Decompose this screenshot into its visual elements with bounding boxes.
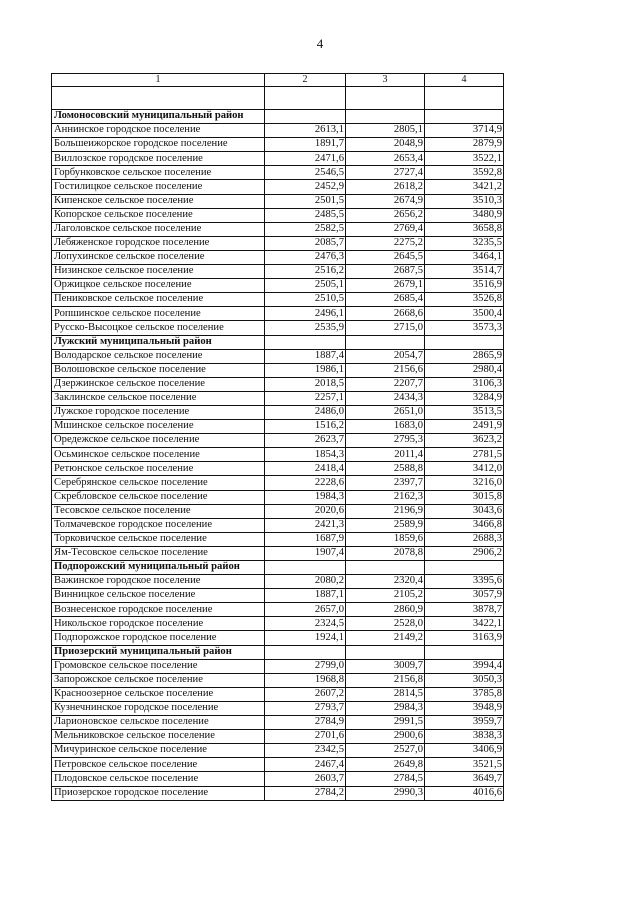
value-cell-col-3: 2687,5 xyxy=(346,265,425,279)
table-row xyxy=(52,321,504,335)
value-cell-col-2: 2496,1 xyxy=(265,307,346,321)
value-cell-col-4: 2865,9 xyxy=(425,349,504,363)
value-cell-col-4: 3422,1 xyxy=(425,617,504,631)
settlement-name: Гостилицкое сельское поселение xyxy=(52,180,265,194)
table-row xyxy=(52,363,504,377)
table-row xyxy=(52,589,504,603)
value-cell-col-3: 2320,4 xyxy=(346,575,425,589)
table-row xyxy=(52,236,504,250)
empty-cell xyxy=(346,110,425,124)
table-row xyxy=(52,716,504,730)
value-cell-col-2: 2613,1 xyxy=(265,124,346,138)
value-cell-col-3: 2784,5 xyxy=(346,772,425,786)
value-cell-col-2: 2784,9 xyxy=(265,716,346,730)
table-row xyxy=(52,532,504,546)
table-row xyxy=(52,476,504,490)
empty-cell xyxy=(265,561,346,575)
settlement-name: Кипенское сельское поселение xyxy=(52,194,265,208)
table-row xyxy=(52,701,504,715)
value-cell-col-3: 2769,4 xyxy=(346,222,425,236)
value-cell-col-3: 2589,9 xyxy=(346,518,425,532)
settlement-name: Ретюнское сельское поселение xyxy=(52,462,265,476)
value-cell-col-4: 3592,8 xyxy=(425,166,504,180)
value-cell-col-2: 2657,0 xyxy=(265,603,346,617)
value-cell-col-2: 2784,2 xyxy=(265,786,346,800)
settlement-name: Ям-Тесовское сельское поселение xyxy=(52,546,265,560)
table-row xyxy=(52,405,504,419)
table-row xyxy=(52,349,504,363)
settlement-name: Винницкое сельское поселение xyxy=(52,589,265,603)
table-row xyxy=(52,434,504,448)
value-cell-col-4: 2879,9 xyxy=(425,138,504,152)
value-cell-col-2: 2485,5 xyxy=(265,208,346,222)
district-name: Подпорожский муниципальный район xyxy=(52,561,265,575)
value-cell-col-3: 2397,7 xyxy=(346,476,425,490)
settlement-name: Плодовское сельское поселение xyxy=(52,772,265,786)
value-cell-col-3: 2207,7 xyxy=(346,377,425,391)
table-row xyxy=(52,279,504,293)
empty-cell xyxy=(265,335,346,349)
settlement-name: Громовское сельское поселение xyxy=(52,659,265,673)
value-cell-col-4: 3714,9 xyxy=(425,124,504,138)
district-header-row xyxy=(52,110,504,124)
value-cell-col-3: 2105,2 xyxy=(346,589,425,603)
settlement-name: Виллозское городское поселение xyxy=(52,152,265,166)
value-cell-col-3: 2679,1 xyxy=(346,279,425,293)
table-row xyxy=(52,307,504,321)
table-row xyxy=(52,462,504,476)
settlement-name: Никольское городское поселение xyxy=(52,617,265,631)
value-cell-col-2: 2603,7 xyxy=(265,772,346,786)
data-table xyxy=(51,73,504,801)
table-row xyxy=(52,490,504,504)
value-cell-col-2: 2505,1 xyxy=(265,279,346,293)
district-header-row xyxy=(52,645,504,659)
settlement-name: Волошовское сельское поселение xyxy=(52,363,265,377)
value-cell-col-3: 2795,3 xyxy=(346,434,425,448)
settlement-name: Важинское городское поселение xyxy=(52,575,265,589)
value-cell-col-4: 3838,3 xyxy=(425,730,504,744)
table-row xyxy=(52,208,504,222)
value-cell-col-2: 2452,9 xyxy=(265,180,346,194)
table-row xyxy=(52,744,504,758)
table-row xyxy=(52,546,504,560)
table-row xyxy=(52,222,504,236)
value-cell-col-2: 1984,3 xyxy=(265,490,346,504)
table-row xyxy=(52,377,504,391)
value-cell-col-2: 1887,1 xyxy=(265,589,346,603)
settlement-name: Лопухинское сельское поселение xyxy=(52,250,265,264)
empty-cell xyxy=(346,335,425,349)
value-cell-col-4: 3412,0 xyxy=(425,462,504,476)
value-cell-col-3: 2162,3 xyxy=(346,490,425,504)
table-row xyxy=(52,518,504,532)
value-cell-col-3: 2649,8 xyxy=(346,758,425,772)
empty-cell xyxy=(425,87,504,110)
empty-cell xyxy=(265,87,346,110)
value-cell-col-4: 3464,1 xyxy=(425,250,504,264)
settlement-name: Красноозерное сельское поселение xyxy=(52,687,265,701)
settlement-name: Мичуринское сельское поселение xyxy=(52,744,265,758)
value-cell-col-2: 2342,5 xyxy=(265,744,346,758)
value-cell-col-3: 2990,3 xyxy=(346,786,425,800)
value-cell-col-2: 2582,5 xyxy=(265,222,346,236)
empty-cell xyxy=(265,110,346,124)
value-cell-col-2: 2467,4 xyxy=(265,758,346,772)
settlement-name: Оредежское сельское поселение xyxy=(52,434,265,448)
value-cell-col-3: 2156,8 xyxy=(346,673,425,687)
settlement-name: Подпорожское городское поселение xyxy=(52,631,265,645)
value-cell-col-4: 3421,2 xyxy=(425,180,504,194)
spacer-row xyxy=(52,87,504,110)
value-cell-col-2: 2471,6 xyxy=(265,152,346,166)
page-number: 4 xyxy=(316,36,324,51)
table-row xyxy=(52,730,504,744)
value-cell-col-2: 2793,7 xyxy=(265,701,346,715)
table-row xyxy=(52,138,504,152)
value-cell-col-3: 2860,9 xyxy=(346,603,425,617)
value-cell-col-3: 2805,1 xyxy=(346,124,425,138)
settlement-name: Низинское сельское поселение xyxy=(52,265,265,279)
value-cell-col-2: 1986,1 xyxy=(265,363,346,377)
settlement-name: Осьминское сельское поселение xyxy=(52,448,265,462)
value-cell-col-2: 2476,3 xyxy=(265,250,346,264)
value-cell-col-2: 2546,5 xyxy=(265,166,346,180)
value-cell-col-3: 2645,5 xyxy=(346,250,425,264)
value-cell-col-3: 1859,6 xyxy=(346,532,425,546)
value-cell-col-2: 2535,9 xyxy=(265,321,346,335)
settlement-name: Лебяженское городское поселение xyxy=(52,236,265,250)
value-cell-col-2: 1854,3 xyxy=(265,448,346,462)
settlement-name: Лаголовское сельское поселение xyxy=(52,222,265,236)
empty-cell xyxy=(425,561,504,575)
value-cell-col-2: 2799,0 xyxy=(265,659,346,673)
value-cell-col-2: 1924,1 xyxy=(265,631,346,645)
value-cell-col-2: 2421,3 xyxy=(265,518,346,532)
settlement-name: Серебрянское сельское поселение xyxy=(52,476,265,490)
value-cell-col-3: 2900,6 xyxy=(346,730,425,744)
table-row xyxy=(52,687,504,701)
district-name: Приозерский муниципальный район xyxy=(52,645,265,659)
value-cell-col-2: 2486,0 xyxy=(265,405,346,419)
value-cell-col-4: 3480,9 xyxy=(425,208,504,222)
empty-cell xyxy=(346,561,425,575)
value-cell-col-3: 2814,5 xyxy=(346,687,425,701)
table-row xyxy=(52,772,504,786)
value-cell-col-4: 3573,3 xyxy=(425,321,504,335)
table-row xyxy=(52,250,504,264)
column-header-row xyxy=(52,74,504,87)
value-cell-col-2: 1968,8 xyxy=(265,673,346,687)
settlement-name: Кузнечнинское городское поселение xyxy=(52,701,265,715)
value-cell-col-4: 3513,5 xyxy=(425,405,504,419)
district-name: Ломоносовский муниципальный район xyxy=(52,110,265,124)
settlement-name: Оржицкое сельское поселение xyxy=(52,279,265,293)
value-cell-col-3: 2048,9 xyxy=(346,138,425,152)
value-cell-col-2: 1891,7 xyxy=(265,138,346,152)
value-cell-col-3: 2727,4 xyxy=(346,166,425,180)
value-cell-col-4: 2781,5 xyxy=(425,448,504,462)
value-cell-col-2: 2510,5 xyxy=(265,293,346,307)
value-cell-col-2: 1887,4 xyxy=(265,349,346,363)
value-cell-col-2: 2020,6 xyxy=(265,504,346,518)
empty-cell xyxy=(346,645,425,659)
value-cell-col-4: 3106,3 xyxy=(425,377,504,391)
settlement-name: Большеижорское городское поселение xyxy=(52,138,265,152)
table-row xyxy=(52,180,504,194)
table-row xyxy=(52,194,504,208)
table-row xyxy=(52,391,504,405)
value-cell-col-4: 3057,9 xyxy=(425,589,504,603)
column-header-3: 3 xyxy=(346,74,425,87)
table-row xyxy=(52,673,504,687)
table-row xyxy=(52,617,504,631)
value-cell-col-4: 3395,6 xyxy=(425,575,504,589)
table-row xyxy=(52,166,504,180)
column-header-4: 4 xyxy=(425,74,504,87)
value-cell-col-3: 2984,3 xyxy=(346,701,425,715)
value-cell-col-3: 2991,5 xyxy=(346,716,425,730)
value-cell-col-2: 2516,2 xyxy=(265,265,346,279)
value-cell-col-2: 2018,5 xyxy=(265,377,346,391)
value-cell-col-2: 2623,7 xyxy=(265,434,346,448)
value-cell-col-3: 2156,6 xyxy=(346,363,425,377)
settlement-name: Пениковское сельское поселение xyxy=(52,293,265,307)
value-cell-col-3: 2434,3 xyxy=(346,391,425,405)
settlement-name: Копорское сельское поселение xyxy=(52,208,265,222)
settlement-name: Приозерское городское поселение xyxy=(52,786,265,800)
value-cell-col-3: 2011,4 xyxy=(346,448,425,462)
value-cell-col-4: 3649,7 xyxy=(425,772,504,786)
value-cell-col-2: 1907,4 xyxy=(265,546,346,560)
value-cell-col-4: 3284,9 xyxy=(425,391,504,405)
value-cell-col-4: 3516,9 xyxy=(425,279,504,293)
value-cell-col-4: 3466,8 xyxy=(425,518,504,532)
settlement-name: Мельниковское сельское поселение xyxy=(52,730,265,744)
value-cell-col-3: 1683,0 xyxy=(346,420,425,434)
settlement-name: Горбунковское сельское поселение xyxy=(52,166,265,180)
empty-cell xyxy=(425,110,504,124)
settlement-name: Заклинское сельское поселение xyxy=(52,391,265,405)
value-cell-col-4: 2491,9 xyxy=(425,420,504,434)
value-cell-col-3: 2078,8 xyxy=(346,546,425,560)
settlement-name: Дзержинское сельское поселение xyxy=(52,377,265,391)
table-body xyxy=(52,87,504,801)
value-cell-col-3: 2618,2 xyxy=(346,180,425,194)
value-cell-col-4: 3235,5 xyxy=(425,236,504,250)
empty-cell xyxy=(425,335,504,349)
settlement-name: Скребловское сельское поселение xyxy=(52,490,265,504)
value-cell-col-2: 2418,4 xyxy=(265,462,346,476)
table-row xyxy=(52,659,504,673)
settlement-name: Вознесенское городское поселение xyxy=(52,603,265,617)
value-cell-col-3: 2715,0 xyxy=(346,321,425,335)
value-cell-col-4: 2980,4 xyxy=(425,363,504,377)
value-cell-col-4: 3015,8 xyxy=(425,490,504,504)
settlement-name: Петровское сельское поселение xyxy=(52,758,265,772)
value-cell-col-4: 3500,4 xyxy=(425,307,504,321)
empty-cell xyxy=(346,87,425,110)
value-cell-col-3: 2674,9 xyxy=(346,194,425,208)
settlement-name: Тесовское сельское поселение xyxy=(52,504,265,518)
value-cell-col-2: 2085,7 xyxy=(265,236,346,250)
value-cell-col-4: 3043,6 xyxy=(425,504,504,518)
value-cell-col-3: 2685,4 xyxy=(346,293,425,307)
value-cell-col-3: 2528,0 xyxy=(346,617,425,631)
district-name: Лужский муниципальный район xyxy=(52,335,265,349)
value-cell-col-3: 2275,2 xyxy=(346,236,425,250)
settlement-name: Лужское городское поселение xyxy=(52,405,265,419)
settlement-name: Запорожское сельское поселение xyxy=(52,673,265,687)
value-cell-col-4: 3959,7 xyxy=(425,716,504,730)
value-cell-col-3: 2651,0 xyxy=(346,405,425,419)
value-cell-col-3: 2656,2 xyxy=(346,208,425,222)
column-header-2: 2 xyxy=(265,74,346,87)
table-row xyxy=(52,504,504,518)
settlement-name: Русско-Высоцкое сельское поселение xyxy=(52,321,265,335)
value-cell-col-4: 3406,9 xyxy=(425,744,504,758)
value-cell-col-4: 3522,1 xyxy=(425,152,504,166)
table-row xyxy=(52,448,504,462)
value-cell-col-3: 2527,0 xyxy=(346,744,425,758)
table-row xyxy=(52,786,504,800)
table-row xyxy=(52,631,504,645)
value-cell-col-4: 3514,7 xyxy=(425,265,504,279)
value-cell-col-4: 4016,6 xyxy=(425,786,504,800)
empty-cell xyxy=(52,87,265,110)
value-cell-col-4: 3658,8 xyxy=(425,222,504,236)
settlement-name: Аннинское городское поселение xyxy=(52,124,265,138)
value-cell-col-4: 3623,2 xyxy=(425,434,504,448)
district-header-row xyxy=(52,335,504,349)
value-cell-col-2: 2607,2 xyxy=(265,687,346,701)
settlement-name: Торковичское сельское поселение xyxy=(52,532,265,546)
value-cell-col-4: 3050,3 xyxy=(425,673,504,687)
settlement-name: Ропшинское сельское поселение xyxy=(52,307,265,321)
value-cell-col-3: 2588,8 xyxy=(346,462,425,476)
value-cell-col-4: 3163,9 xyxy=(425,631,504,645)
value-cell-col-2: 2501,5 xyxy=(265,194,346,208)
table-row xyxy=(52,265,504,279)
value-cell-col-2: 2257,1 xyxy=(265,391,346,405)
value-cell-col-3: 2149,2 xyxy=(346,631,425,645)
value-cell-col-4: 3878,7 xyxy=(425,603,504,617)
value-cell-col-2: 2080,2 xyxy=(265,575,346,589)
value-cell-col-2: 1516,2 xyxy=(265,420,346,434)
settlement-name: Володарское сельское поселение xyxy=(52,349,265,363)
value-cell-col-4: 3994,4 xyxy=(425,659,504,673)
value-cell-col-4: 3521,5 xyxy=(425,758,504,772)
value-cell-col-2: 1687,9 xyxy=(265,532,346,546)
value-cell-col-4: 2688,3 xyxy=(425,532,504,546)
table-row xyxy=(52,124,504,138)
empty-cell xyxy=(425,645,504,659)
value-cell-col-3: 3009,7 xyxy=(346,659,425,673)
value-cell-col-4: 3510,3 xyxy=(425,194,504,208)
empty-cell xyxy=(265,645,346,659)
value-cell-col-2: 2324,5 xyxy=(265,617,346,631)
settlement-name: Толмачевское городское поселение xyxy=(52,518,265,532)
settlement-name: Ларионовское сельское поселение xyxy=(52,716,265,730)
table-row xyxy=(52,152,504,166)
table-row xyxy=(52,603,504,617)
column-header-1: 1 xyxy=(52,74,265,87)
table-row xyxy=(52,575,504,589)
value-cell-col-4: 2906,2 xyxy=(425,546,504,560)
district-header-row xyxy=(52,561,504,575)
value-cell-col-3: 2196,9 xyxy=(346,504,425,518)
settlement-name: Мшинское сельское поселение xyxy=(52,420,265,434)
value-cell-col-3: 2668,6 xyxy=(346,307,425,321)
value-cell-col-4: 3526,8 xyxy=(425,293,504,307)
value-cell-col-3: 2054,7 xyxy=(346,349,425,363)
value-cell-col-4: 3216,0 xyxy=(425,476,504,490)
value-cell-col-3: 2653,4 xyxy=(346,152,425,166)
table-row xyxy=(52,420,504,434)
value-cell-col-4: 3948,9 xyxy=(425,701,504,715)
value-cell-col-2: 2701,6 xyxy=(265,730,346,744)
table-row xyxy=(52,758,504,772)
value-cell-col-2: 2228,6 xyxy=(265,476,346,490)
table-row xyxy=(52,293,504,307)
value-cell-col-4: 3785,8 xyxy=(425,687,504,701)
